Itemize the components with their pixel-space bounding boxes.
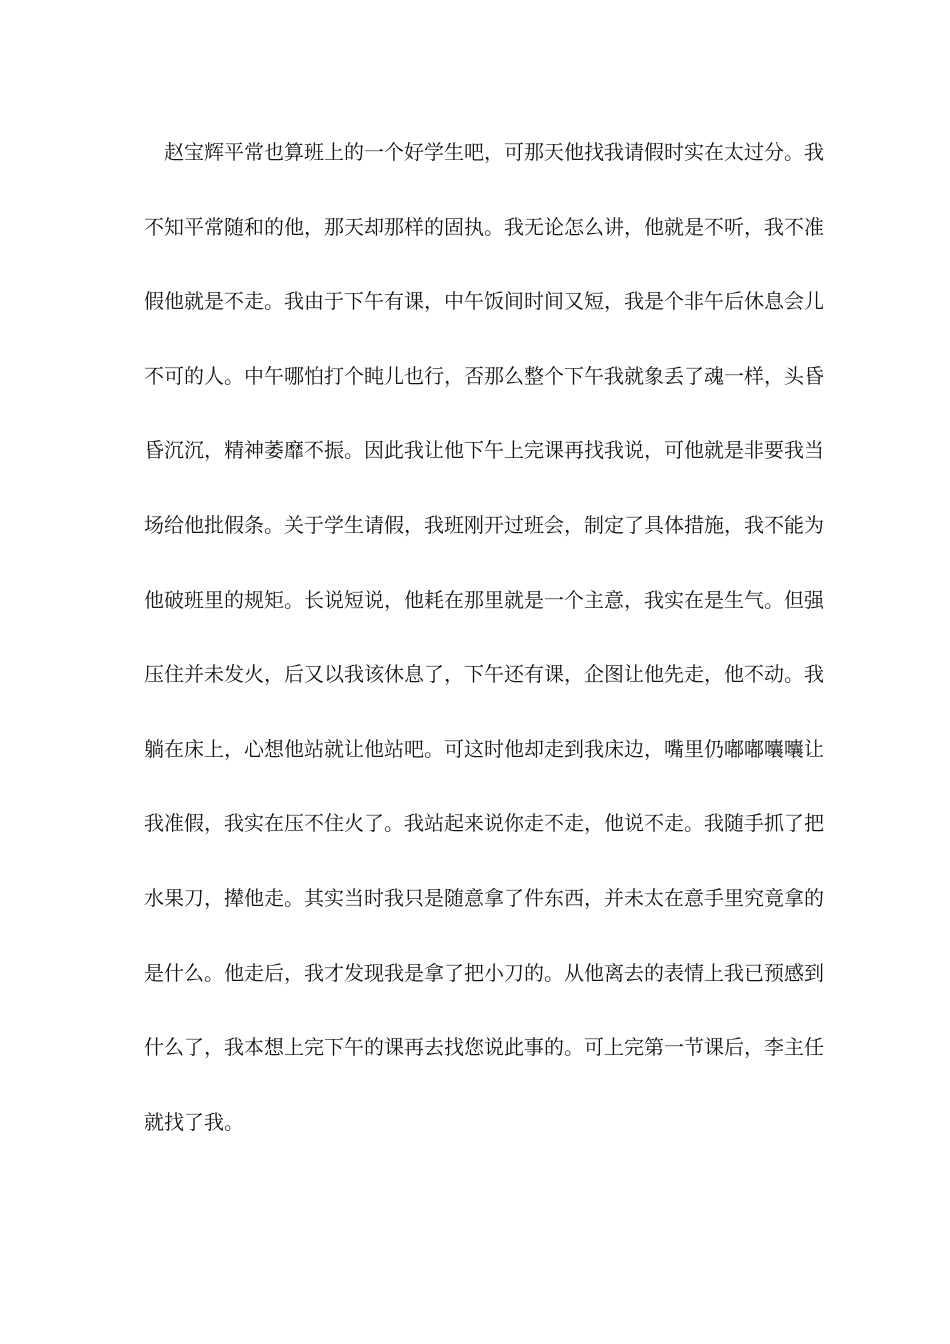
paragraph (144, 130, 824, 1174)
text-line: 是什么。他走后，我才发现我是拿了把小刀的。从他离去的表情上我已预感到 (144, 960, 824, 985)
text-line-last: 就找了我。 (144, 1109, 244, 1134)
text-line: 昏沉沉，精神萎靡不振。因此我让他下午上完课再找我说，可他就是非要我当 (144, 438, 824, 463)
text-line: 水果刀，撵他走。其实当时我只是随意拿了件东西，并未太在意手里究竟拿的 (144, 885, 824, 910)
text-line: 场给他批假条。关于学生请假，我班刚开过班会，制定了具体措施，我不能为 (144, 512, 824, 537)
text-line: 假他就是不走。我由于下午有课，中午饭间时间又短，我是个非午后休息会儿 (144, 289, 824, 314)
text-line: 他破班里的规矩。长说短说，他耗在那里就是一个主意，我实在是生气。但强 (144, 587, 824, 612)
text-line: 我准假，我实在压不住火了。我站起来说你走不走，他说不走。我随手抓了把 (144, 811, 824, 836)
text-line: 压住并未发火，后又以我该休息了，下午还有课，企图让他先走，他不动。我 (144, 662, 824, 687)
text-line: 什么了，我本想上完下午的课再去找您说此事的。可上完第一节课后，李主任 (144, 1035, 824, 1060)
text-line: 躺在床上，心想他站就让他站吧。可这时他却走到我床边，嘴里仍嘟嘟囔囔让 (144, 736, 824, 761)
text-line: 赵宝辉平常也算班上的一个好学生吧，可那天他找我请假时实在太过分。我 (164, 140, 824, 164)
text-line: 不可的人。中午哪怕打个盹儿也行，否那么整个下午我就象丢了魂一样，头昏 (144, 363, 824, 388)
text-line: 不知平常随和的他，那天却那样的固执。我无论怎么讲，他就是不听，我不准 (144, 214, 824, 239)
